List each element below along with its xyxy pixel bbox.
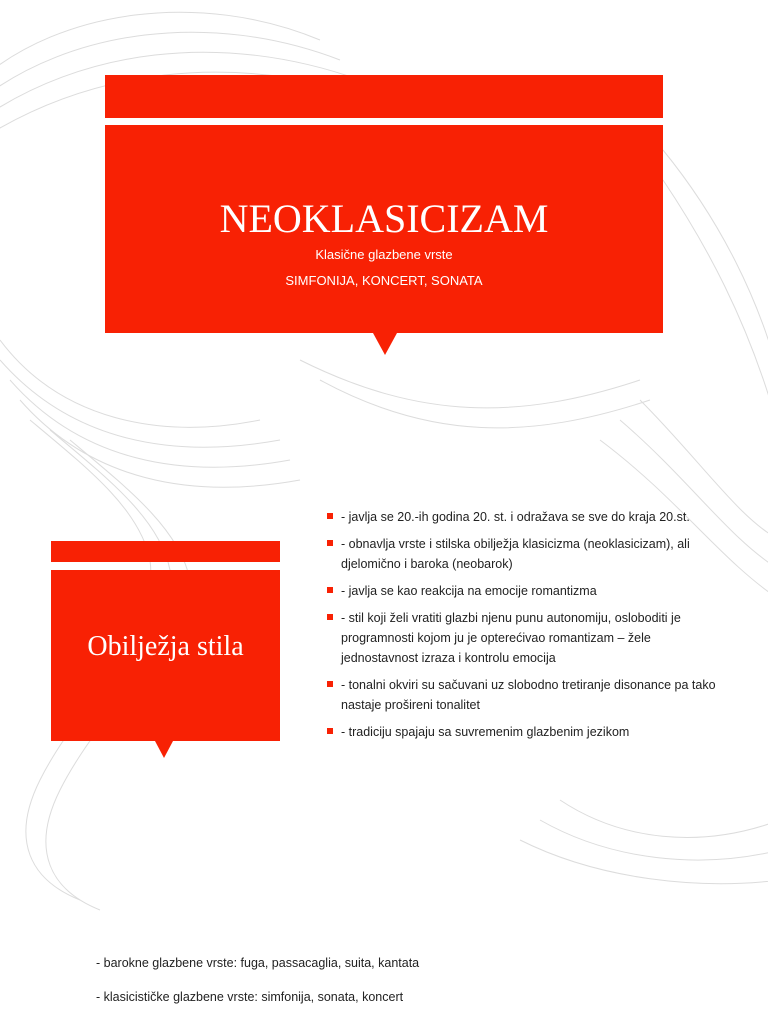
list-item xyxy=(327,581,727,601)
footer-line-classical: - klasicističke glazbene vrste: simfonija, sonata, koncert xyxy=(96,990,404,1004)
list-item xyxy=(327,675,727,715)
bullet-text: - javlja se 20.-ih godina 20. st. i odražava se sve do kraja 20.st. xyxy=(341,510,690,524)
bullet-square-icon xyxy=(327,587,333,593)
list-item xyxy=(327,534,727,574)
bullet-square-icon xyxy=(327,614,333,620)
title-accent-bar xyxy=(105,75,663,118)
section-pointer-triangle xyxy=(155,741,173,758)
page-title: NEOKLASICIZAM xyxy=(219,196,549,241)
title-block xyxy=(105,125,663,333)
bullet-square-icon xyxy=(327,681,333,687)
title-pointer-triangle xyxy=(373,333,397,355)
section-heading: Obilježja stila xyxy=(87,631,244,662)
bullet-text: - obnavlja vrste i stilska obilježja klasicizma (neoklasicizam), ali djelomično i baroka (neobarok) xyxy=(341,537,690,571)
section-heading-block xyxy=(51,570,280,741)
bullet-square-icon xyxy=(327,728,333,734)
bullet-text: - javlja se kao reakcija na emocije romantizma xyxy=(341,584,597,598)
section-accent-bar xyxy=(51,541,280,562)
bullet-list xyxy=(327,507,727,749)
footer-line-baroque: - barokne glazbene vrste: fuga, passacaglia, suita, kantata xyxy=(96,956,420,970)
bullet-text: - tonalni okviri su sačuvani uz slobodno tretiranje disonance pa tako nastaje prošireni tonalitet xyxy=(341,678,716,712)
list-item xyxy=(327,722,727,742)
list-item xyxy=(327,507,727,527)
subtitle-line-2: SIMFONIJA, KONCERT, SONATA xyxy=(285,273,483,288)
bullet-text: - stil koji želi vratiti glazbi njenu punu autonomiju, osloboditi je programnosti kojom ju je opterećivao romantizam – žele jednostavnost izraza i kontrolu emocija xyxy=(341,611,681,665)
subtitle-line-1: Klasične glazbene vrste xyxy=(315,247,453,262)
bullet-text: - tradiciju spajaju sa suvremenim glazbenim jezikom xyxy=(341,725,630,739)
bullet-square-icon xyxy=(327,513,333,519)
list-item xyxy=(327,608,727,668)
bullet-square-icon xyxy=(327,540,333,546)
